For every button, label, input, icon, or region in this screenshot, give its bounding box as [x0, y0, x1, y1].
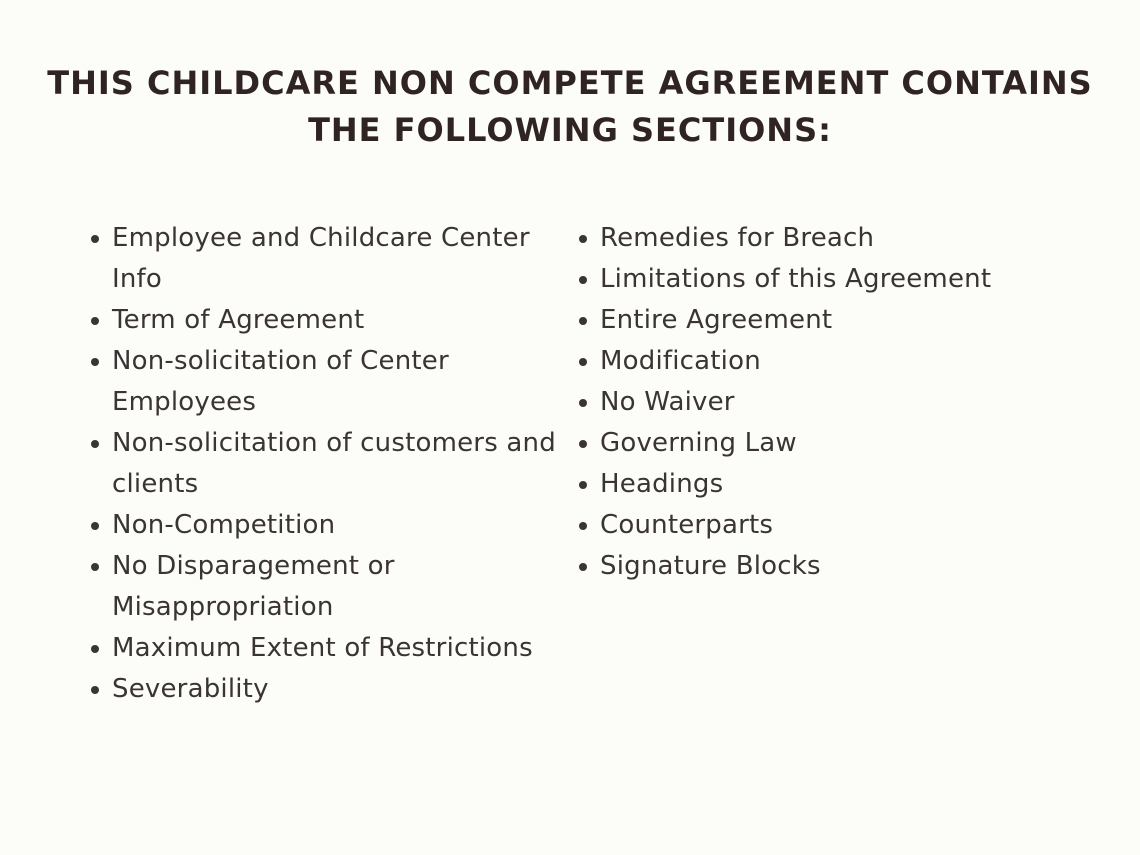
bullet-icon [91, 317, 99, 325]
list-item-label: No Disparagement or Misappropriation [112, 551, 395, 622]
list-item [576, 464, 1046, 505]
list-item-label: Modification [600, 346, 761, 376]
list-item [88, 628, 558, 669]
list-item-label: Non-solicitation of customers and clients [112, 428, 556, 499]
list-item [576, 505, 1046, 546]
list-item-label: Signature Blocks [600, 551, 821, 581]
list-item-label: Employee and Childcare Center Info [112, 223, 530, 294]
list-item [576, 341, 1046, 382]
bullet-icon [579, 358, 587, 366]
bullet-icon [91, 235, 99, 243]
list-item [88, 423, 558, 505]
list-item-label: Limitations of this Agreement [600, 264, 992, 294]
list-item-label: Severability [112, 674, 269, 704]
list-item [576, 259, 1046, 300]
list-item-label: Non-Competition [112, 510, 336, 540]
list-item-label: Governing Law [600, 428, 797, 458]
bullet-icon [91, 645, 99, 653]
list-item [576, 218, 1046, 259]
bullet-icon [579, 276, 587, 284]
bullet-icon [579, 399, 587, 407]
list-item [88, 505, 558, 546]
list-item-label: Non-solicitation of Center Employees [112, 346, 449, 417]
list-item [88, 546, 558, 628]
bullet-icon [91, 440, 99, 448]
page-title: THIS CHILDCARE NON COMPETE AGREEMENT CONTAINS THE FOLLOWING SECTIONS: [47, 64, 1093, 149]
bullet-icon [579, 317, 587, 325]
list-item [576, 546, 1046, 587]
bullet-icon [579, 481, 587, 489]
bullet-icon [91, 522, 99, 530]
list-item-label: No Waiver [600, 387, 735, 417]
sections-list-right [576, 218, 1046, 587]
bullet-icon [579, 563, 587, 571]
bullet-icon [579, 235, 587, 243]
sections-list-left [88, 218, 558, 710]
list-item-label: Remedies for Breach [600, 223, 875, 253]
list-item-label: Term of Agreement [112, 305, 365, 335]
list-item [88, 669, 558, 710]
list-item [88, 341, 558, 423]
bullet-icon [91, 358, 99, 366]
list-item-label: Headings [600, 469, 724, 499]
list-item-label: Entire Agreement [600, 305, 833, 335]
list-item [88, 300, 558, 341]
list-item [576, 423, 1046, 464]
list-item-label: Maximum Extent of Restrictions [112, 633, 533, 663]
bullet-icon [91, 686, 99, 694]
list-item [88, 218, 558, 300]
bullet-icon [91, 563, 99, 571]
list-item [576, 382, 1046, 423]
bullet-icon [579, 440, 587, 448]
bullet-icon [579, 522, 587, 530]
list-item [576, 300, 1046, 341]
list-item-label: Counterparts [600, 510, 774, 540]
